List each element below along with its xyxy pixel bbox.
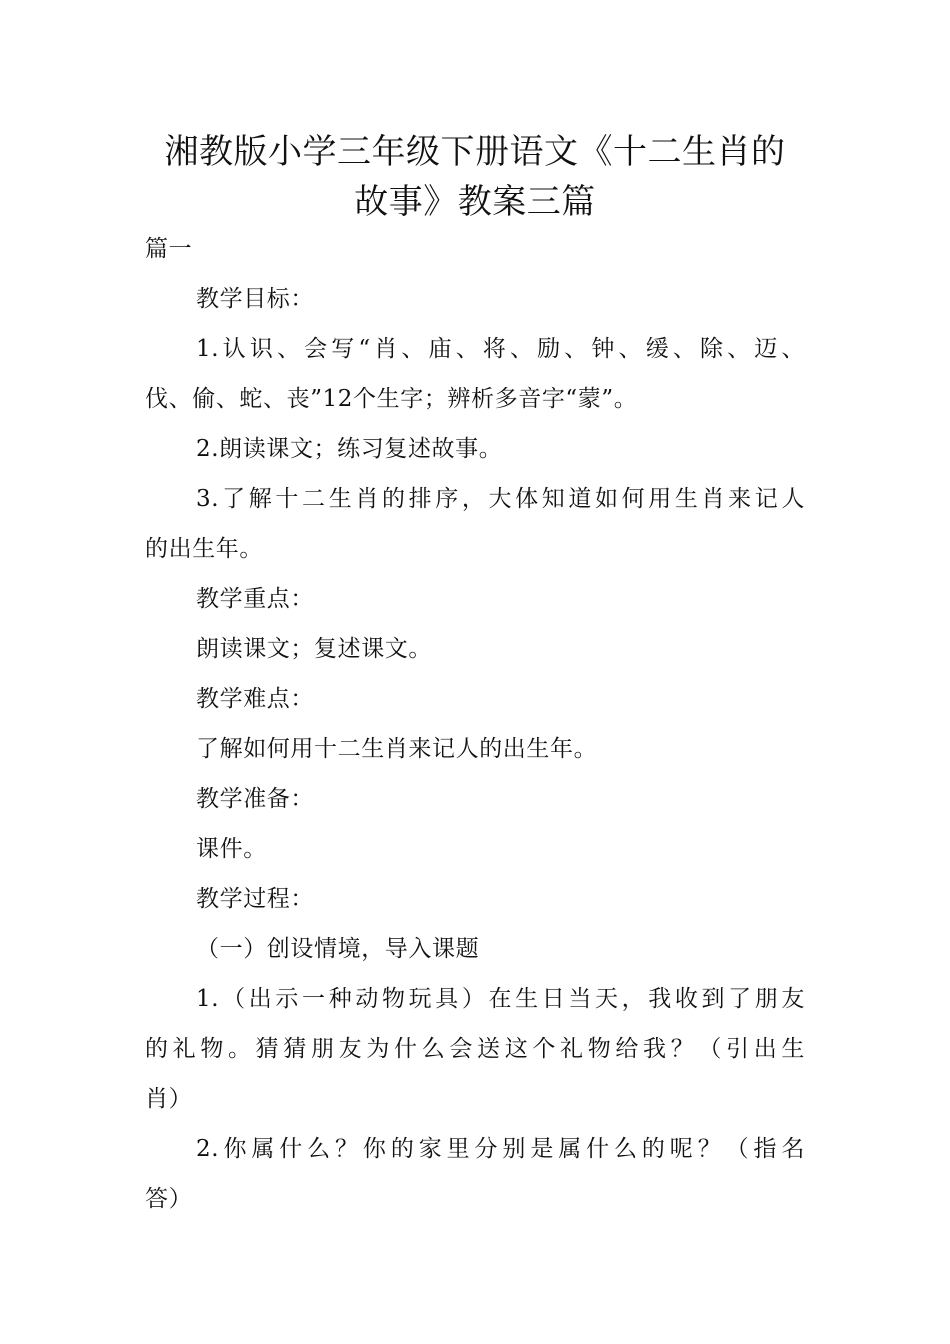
paragraph-line: 伐、偷、蛇、丧”12个生字；辨析多音字“蒙”。 <box>145 386 638 412</box>
paragraph-line: （一）创设情境，导入课题 <box>196 936 480 962</box>
document-title-line-2: 故事》教案三篇 <box>354 182 596 222</box>
paragraph-line: 1.（出示一种动物玩具）在生日当天，我收到了朋友 <box>196 986 805 1012</box>
paragraph-line: 2.你属什么？你的家里分别是属什么的呢？（指名 <box>196 1136 805 1162</box>
paragraph-line: 的出生年。 <box>145 536 263 562</box>
paragraph-line: 了解如何用十二生肖来记人的出生年。 <box>196 736 598 762</box>
paragraph-line: 教学过程： <box>196 886 314 912</box>
paragraph-line: 教学重点： <box>196 586 314 612</box>
paragraph-line: 答） <box>145 1186 193 1212</box>
paragraph-line: 1.认识、会写“肖、庙、将、励、钟、缓、除、迈、 <box>196 336 805 362</box>
paragraph-line: 教学目标： <box>196 286 314 312</box>
paragraph-line: 2.朗读课文；练习复述故事。 <box>196 436 503 462</box>
paragraph-line: 课件。 <box>196 836 267 862</box>
paragraph-line: 的礼物。猜猜朋友为什么会送这个礼物给我？（引出生 <box>145 1036 805 1062</box>
paragraph-line: 朗读课文；复述课文。 <box>196 636 432 662</box>
paragraph-line: 教学准备： <box>196 786 314 812</box>
document-title-line-1: 湘教版小学三年级下册语文《十二生肖的 <box>164 132 786 172</box>
paragraph-line: 肖） <box>145 1086 193 1112</box>
paragraph-line: 教学难点： <box>196 686 314 712</box>
section-heading: 篇一 <box>145 236 193 262</box>
paragraph-line: 3.了解十二生肖的排序，大体知道如何用生肖来记人 <box>196 486 805 512</box>
